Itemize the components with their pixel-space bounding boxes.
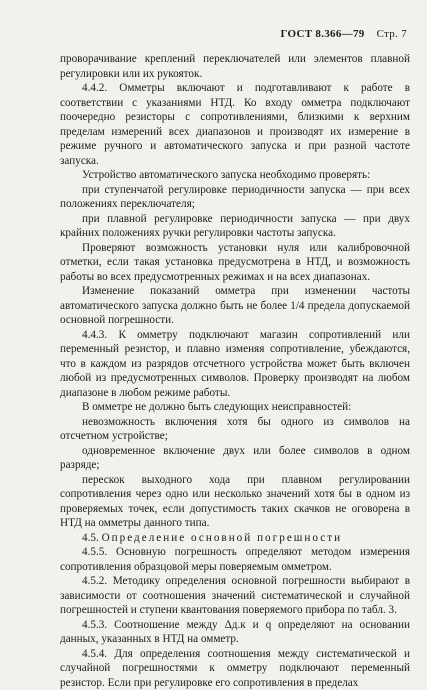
paragraph: 4.5.3. Соотношение между Δд.к и q определяют на основании данных, указанных в НТД на омметр. — [60, 618, 410, 647]
paragraph: при плавной регулировке периодичности запуска — при двух крайних положениях ручки регулировки частоты запуска. — [60, 212, 410, 241]
paragraph: Изменение показаний омметра при изменении частоты автоматического запуска должно быть не более 1/4 предела допускаемой основной погрешности. — [60, 284, 410, 328]
paragraph: 4.5.2. Методику определения основной погрешности выбирают в зависимости от соотношения значений систематической и случайной погрешностей и ступени квантования поверяемого прибора по табл. 3. — [60, 574, 410, 618]
paragraph: 4.4.3. К омметру подключают магазин сопротивлений или переменный резистор, и плавно изменяя сопротивление, убеждаются, что в каждом из разрядов отсчетного устройства может быть включен любой из предусмотренных символов. Проверку производят на любом диапазоне в любом режиме работы. — [60, 328, 410, 401]
paragraph: одновременное включение двух или более символов в одном разряде; — [60, 444, 410, 473]
paragraph: 4.4.2. Омметры включают и подготавливают к работе в соответствии с указаниями НТД. Ко входу омметра подключают поочередно резисторы с сопротивлениями, близкими к верхним пределам измерений всех диапазонов и производят их измерение в режиме ручного и автоматического запуска и при разной частоте запуска. — [60, 81, 410, 168]
paragraph: невозможность включения хотя бы одного из символов на отсчетном устройстве; — [60, 415, 410, 444]
paragraph: перескок выходного хода при плавном регулировании сопротивления через одно или несколько значений хотя бы в одном из проверяемых точек, если допустимость таких скачков не оговорена в НТД на омметры данного типа. — [60, 473, 410, 531]
paragraph: Проверяют возможность установки нуля или калибровочной отметки, если такая установка предусмотрена в НТД, и возможность работы во всех предусмотренных режимах и на всех диапазонах. — [60, 241, 410, 285]
page-header — [280, 28, 407, 40]
page-number: Стр. 7 — [377, 28, 407, 40]
document-body — [60, 52, 410, 690]
section-heading — [60, 531, 410, 546]
paragraph: 4.5.5. Основную погрешность определяют методом измерения сопротивления образцовой меры поверяемым омметром. — [60, 545, 410, 574]
paragraph: при ступенчатой регулировке периодичности запуска — при всех положениях переключателя; — [60, 183, 410, 212]
section-number: 4.5. — [82, 532, 99, 544]
section-title: Определение основной погрешности — [102, 532, 343, 544]
paragraph: Устройство автоматического запуска необходимо проверять: — [60, 168, 410, 183]
standard-number: ГОСТ 8.366—79 — [280, 28, 364, 40]
paragraph: 4.5.4. Для определения соотношения между систематической и случайной погрешностями к омметру подключают переменный резистор. Если при регулировке его сопротивления в пределах — [60, 647, 410, 690]
paragraph: проворачивание креплений переключателей или элементов плавной регулировки или их рукояток. — [60, 52, 410, 81]
paragraph: В омметре не должно быть следующих неисправностей: — [60, 400, 410, 415]
